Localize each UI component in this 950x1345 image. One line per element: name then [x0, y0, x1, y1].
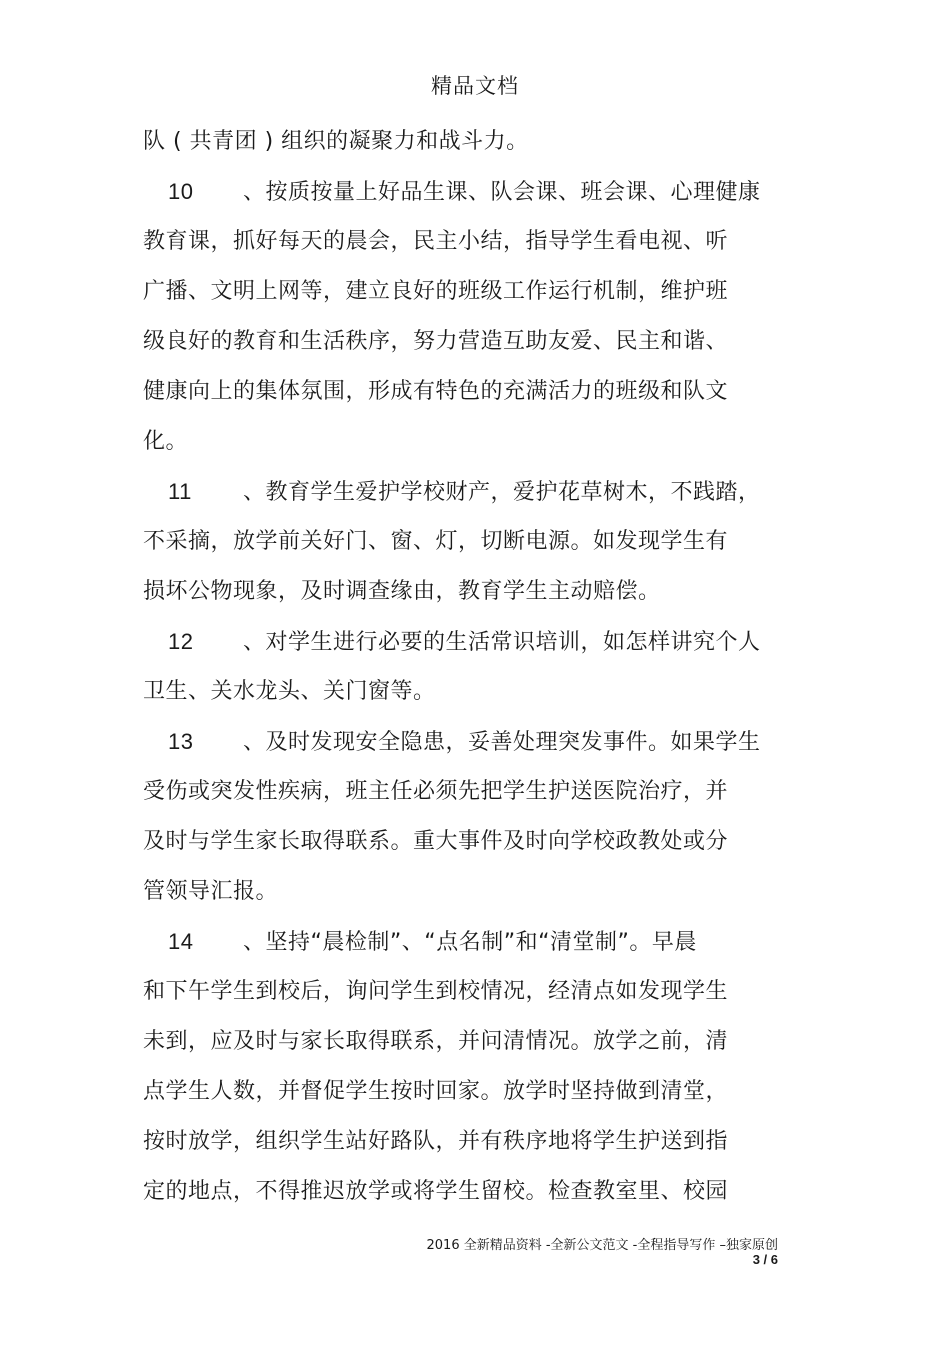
- text-line: 及时与学生家长取得联系。重大事件及时向学校政教处或分: [143, 829, 729, 854]
- text-line: 10 、按质按量上好品生课、队会课、班会课、心理健康: [168, 179, 761, 205]
- text-line: 11 、教育学生爱护学校财产，爱护花草树木，不践踏，: [168, 479, 761, 505]
- text-line: 化。: [143, 429, 189, 454]
- text-line: 队 ( 共青团 ) 组织的凝聚力和战斗力。: [143, 129, 529, 154]
- text-line: 点学生人数，并督促学生按时回家。放学时坚持做到清堂，: [143, 1079, 729, 1104]
- text-line: 损坏公物现象，及时调查缘由，教育学生主动赔偿。: [143, 579, 661, 604]
- text-line: 不采摘，放学前关好门、窗、灯，切断电源。如发现学生有: [143, 529, 729, 554]
- page-header-title: 精品文档: [431, 74, 519, 98]
- item-number: 14: [168, 929, 194, 954]
- text-line: 教育课，抓好每天的晨会，民主小结，指导学生看电视、听: [143, 229, 729, 254]
- text-line: 级良好的教育和生活秩序，努力营造互助友爱、民主和谐、: [143, 329, 729, 354]
- text-line: 卫生、关水龙头、关门窗等。: [143, 679, 436, 704]
- text-line: 14 、坚持“晨检制”、“点名制”和“清堂制”。早晨: [168, 929, 697, 955]
- text-line: 未到，应及时与家长取得联系，并问清情况。放学之前，清: [143, 1029, 729, 1054]
- footer-text: 2016 全新精品资料 -全新公文范文 -全程指导写作 –独家原创: [426, 1238, 778, 1253]
- text-line: 13 、及时发现安全隐患，妥善处理突发事件。如果学生: [168, 729, 761, 755]
- text-line: 健康向上的集体氛围，形成有特色的充满活力的班级和队文: [143, 379, 729, 404]
- item-number: 13: [168, 729, 194, 754]
- item-number: 11: [168, 479, 192, 504]
- text-line: 受伤或突发性疾病，班主任必须先把学生护送医院治疗，并: [143, 779, 729, 804]
- item-number: 12: [168, 629, 194, 654]
- text-line: 广播、文明上网等，建立良好的班级工作运行机制，维护班: [143, 279, 729, 304]
- text-line: 和下午学生到校后，询问学生到校情况，经清点如发现学生: [143, 979, 729, 1004]
- item-number: 10: [168, 179, 194, 204]
- page-number: 3 / 6: [752, 1252, 778, 1267]
- text-line: 管领导汇报。: [143, 879, 279, 904]
- text-line: 12 、对学生进行必要的生活常识培训，如怎样讲究个人: [168, 629, 761, 655]
- text-line: 按时放学，组织学生站好路队，并有秩序地将学生护送到指: [143, 1129, 729, 1154]
- text-line: 定的地点，不得推迟放学或将学生留校。检查教室里、校园: [143, 1179, 729, 1204]
